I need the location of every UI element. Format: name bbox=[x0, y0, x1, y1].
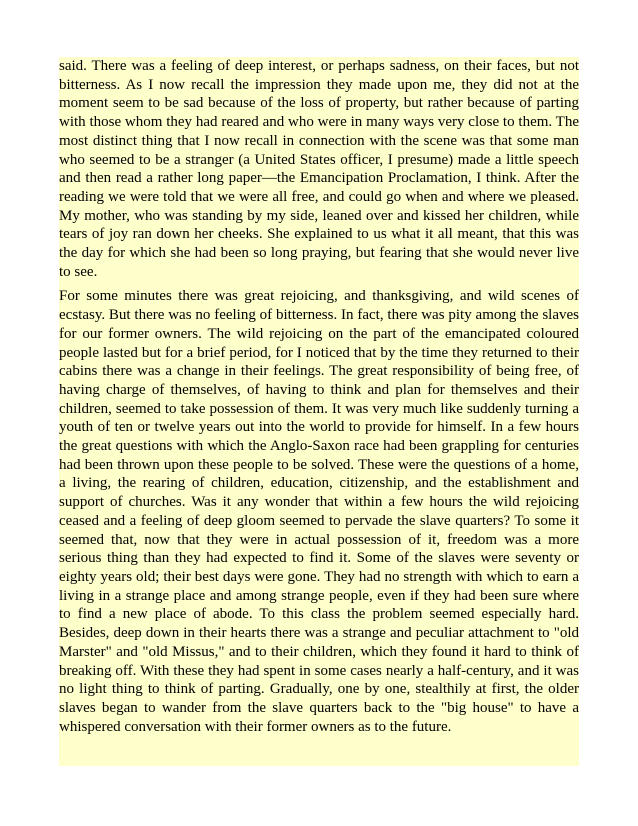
paragraph-1: said. There was a feeling of deep interest, or perhaps sadness, on their faces, but not bitterness. As I now recall the impression they made upon me, they did not at the moment seem to be sad because of the loss of property, but rather because of parting with those whom they had reared and who were in many ways very close to them. The most distinct thing that I now recall in connection with the scene was that some man who seemed to be a stranger (a United States officer, I presume) made a little speech and then read a rather long paper—the Emancipation Proclamation, I think. After the reading we were told that we were all free, and could go when and where we pleased. My mother, who was standing by my side, leaned over and kissed her children, while tears of joy ran down her cheeks. She explained to us what it all meant, that this was the day for which she had been so long praying, but fearing that she would never live to see. bbox=[59, 58, 579, 280]
text-page bbox=[59, 57, 579, 766]
paragraph-2: For some minutes there was great rejoicing, and thanksgiving, and wild scenes of ecstasy. But there was no feeling of bitterness. In fact, there was pity among the slaves for our former owners. The wild rejoicing on the part of the emancipated coloured people lasted but for a brief period, for I noticed that by the time they returned to their cabins there was a change in their feelings. The great responsibility of being free, of having charge of themselves, of having to think and plan for themselves and their children, seemed to take possession of them. It was very much like suddenly turning a youth of ten or twelve years out into the world to provide for himself. In a few hours the great questions with which the Anglo-Saxon race had been grappling for centuries had been thrown upon these people to be solved. These were the questions of a home, a living, the rearing of children, education, citizenship, and the establishment and support of churches. Was it any wonder that within a few hours the wild rejoicing ceased and a feeling of deep gloom seemed to pervade the slave quarters? To some it seemed that, now that they were in actual possession of it, freedom was a more serious thing than they had expected to find it. Some of the slaves were seventy or eighty years old; their best days were gone. They had no strength with which to earn a living in a strange place and among strange people, even if they had been sure where to find a new place of abode. To this class the problem seemed especially hard. Besides, deep down in their hearts there was a strange and peculiar attachment to "old Marster" and "old Missus," and to their children, which they found it hard to think of breaking off. With these they had spent in some cases nearly a half-century, and it was no light thing to think of parting. Gradually, one by one, stealthily at first, the older slaves began to wander from the slave quarters back to the "big house" to have a whispered conversation with their former owners as to the future. bbox=[59, 288, 579, 735]
